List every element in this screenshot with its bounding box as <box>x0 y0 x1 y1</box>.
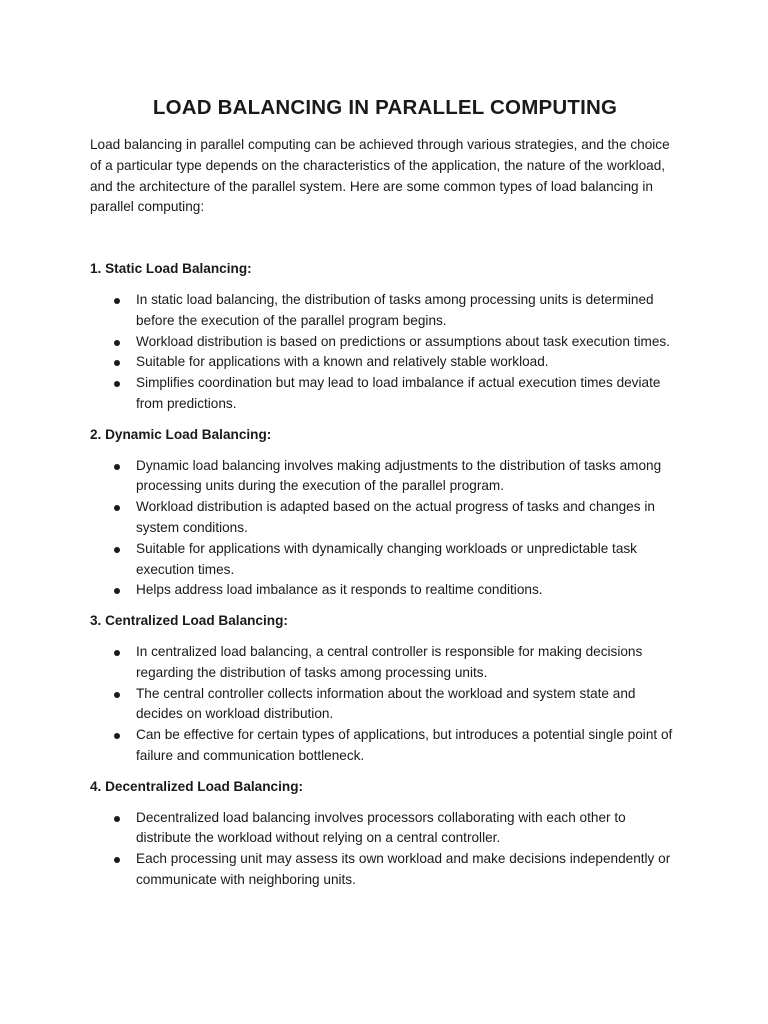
bullet-item <box>90 332 680 353</box>
bullet-icon <box>114 464 120 470</box>
spacer <box>90 218 680 259</box>
section-heading: 3. Centralized Load Balancing: <box>90 613 288 629</box>
bullet-text: Workload distribution is based on predictions or assumptions about task execution times. <box>136 333 670 349</box>
section-dynamic <box>90 425 680 601</box>
bullet-item <box>90 352 680 373</box>
bullet-item <box>90 684 680 726</box>
bullet-text: In centralized load balancing, a central controller is responsible for making decisions regarding the distribution of tasks among processing units. <box>136 643 643 680</box>
bullet-item <box>90 725 680 767</box>
bullet-item <box>90 808 680 850</box>
bullet-item <box>90 642 680 684</box>
bullet-item <box>90 849 680 891</box>
bullet-text: Decentralized load balancing involves processors collaborating with each other to distribute the workload without relying on a central controller. <box>136 809 626 846</box>
bullet-list <box>90 290 680 415</box>
bullet-icon <box>114 857 120 863</box>
bullet-text: Helps address load imbalance as it responds to realtime conditions. <box>136 582 543 598</box>
document-title: LOAD BALANCING IN PARALLEL COMPUTING <box>152 96 618 119</box>
bullet-text: The central controller collects information about the workload and system state and decides on workload distribution. <box>136 685 636 722</box>
bullet-icon <box>114 298 120 304</box>
bullet-icon <box>114 588 120 594</box>
bullet-icon <box>114 505 120 511</box>
bullet-list <box>90 456 680 602</box>
intro-paragraph: Load balancing in parallel computing can be achieved through various strategies, and the choice of a particular type depends on the characteristics of the application, the nature of the workload, and the architecture of the parallel system. Here are some common types of load balancing in parallel computing: <box>90 137 670 215</box>
bullet-text: Workload distribution is adapted based on the actual progress of tasks and changes in system conditions. <box>136 499 655 535</box>
bullet-text: Suitable for applications with a known and relatively stable workload. <box>136 354 549 370</box>
bullet-icon <box>114 816 120 822</box>
bullet-text: Suitable for applications with dynamically changing workloads or unpredictable task execution times. <box>136 540 637 577</box>
bullet-item <box>90 373 680 415</box>
bullet-item <box>90 539 680 581</box>
bullet-text: Dynamic load balancing involves making adjustments to the distribution of tasks among processing units during the execution of the parallel program. <box>136 457 662 494</box>
bullet-icon <box>114 547 120 553</box>
section-static <box>90 259 680 415</box>
bullet-icon <box>114 692 120 698</box>
bullet-text: In static load balancing, the distribution of tasks among processing units is determined before the execution of the parallel program begins. <box>136 291 654 328</box>
bullet-item <box>90 456 680 498</box>
bullet-icon <box>114 360 120 366</box>
bullet-item <box>90 497 680 539</box>
bullet-icon <box>114 340 120 346</box>
bullet-item <box>90 580 680 601</box>
section-heading: 2. Dynamic Load Balancing: <box>90 426 272 442</box>
bullet-icon <box>114 650 120 656</box>
section-centralized <box>90 611 680 767</box>
bullet-text: Each processing unit may assess its own workload and make decisions independently or communicate with neighboring units. <box>136 851 671 887</box>
bullet-text: Simplifies coordination but may lead to load imbalance if actual execution times deviate from predictions. <box>136 375 661 411</box>
bullet-list <box>90 642 680 767</box>
bullet-icon <box>114 381 120 387</box>
section-decentralized <box>90 777 680 891</box>
bullet-icon <box>114 733 120 739</box>
section-heading: 1. Static Load Balancing: <box>90 261 252 277</box>
section-heading: 4. Decentralized Load Balancing: <box>90 778 304 794</box>
bullet-list <box>90 808 680 891</box>
bullet-text: Can be effective for certain types of applications, but introduces a potential single point of failure and communication bottleneck. <box>136 727 673 763</box>
bullet-item <box>90 290 680 332</box>
